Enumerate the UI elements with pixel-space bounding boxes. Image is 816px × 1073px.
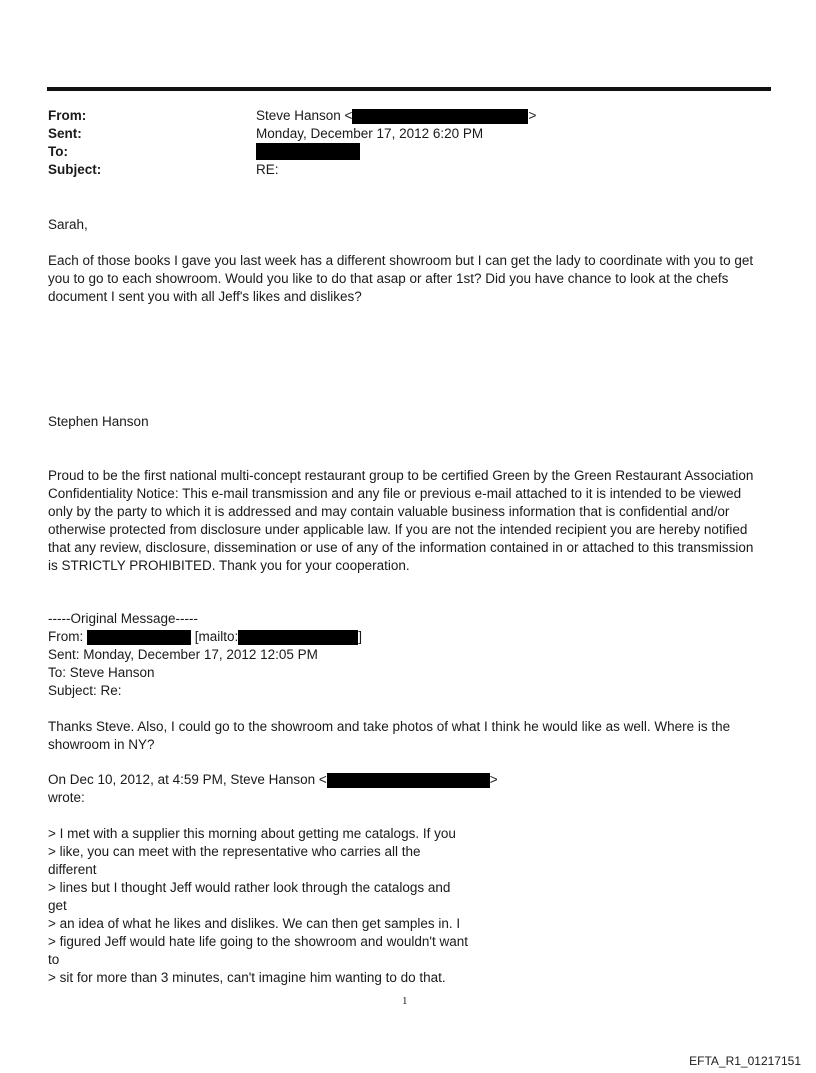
- mailto-label: [mailto:: [194, 629, 239, 644]
- from-name: Steve Hanson <: [256, 108, 353, 123]
- original-to: To: Steve Hanson: [48, 665, 155, 680]
- original-message-header: [48, 610, 768, 700]
- notice-line: Confidentiality Notice: This e-mail transmission and any file or previous e-mail attached to it is intended to be viewed: [48, 486, 742, 501]
- sent-label: Sent:: [48, 126, 82, 141]
- original-subject: Subject: Re:: [48, 683, 122, 698]
- quoted-line: > I met with a supplier this morning about getting me catalogs. If you: [48, 826, 456, 841]
- confidentiality-notice: [48, 467, 768, 575]
- notice-line: that any review, disclosure, dissemination or use of any of the information contained in or attached to this transmission: [48, 540, 754, 555]
- quoted-line: to: [48, 952, 60, 967]
- from-label: From:: [48, 108, 87, 123]
- quote-intro-line: [48, 771, 768, 789]
- sent-value: Monday, December 17, 2012 6:20 PM: [256, 126, 484, 141]
- notice-line: Proud to be the first national multi-concept restaurant group to be certified Green by the Green Restaurant Association: [48, 468, 754, 483]
- notice-line: otherwise protected from disclosure under applicable law. If you are not the intended recipient you are hereby notified: [48, 522, 748, 537]
- greeting: Sarah,: [48, 217, 88, 232]
- message-line: Each of those books I gave you last week has a different showroom but I can get the lady to coordinate with you to get: [48, 253, 754, 268]
- quoted-line: > like, you can meet with the representative who carries all the: [48, 844, 421, 859]
- quoted-line: get: [48, 898, 67, 913]
- redaction-block: [238, 630, 358, 645]
- original-divider: -----Original Message-----: [48, 611, 199, 626]
- quoted-text: [48, 825, 768, 987]
- original-from-label: From:: [48, 629, 84, 644]
- message-line: you to go to each showroom. Would you like to do that asap or after 1st? Did you have chance to look at the chefs: [48, 271, 729, 286]
- reply-line: showroom in NY?: [48, 737, 155, 752]
- quoted-line: different: [48, 862, 97, 877]
- quote-intro-wrote: wrote:: [48, 790, 85, 805]
- from-value: [256, 108, 536, 124]
- quote-intro-start: On Dec 10, 2012, at 4:59 PM, Steve Hanson <: [48, 772, 327, 787]
- quote-intro: [48, 771, 768, 807]
- redaction-block: [327, 773, 490, 788]
- notice-line: is STRICTLY PROHIBITED. Thank you for your cooperation.: [48, 558, 410, 573]
- reply-paragraph: [48, 718, 768, 754]
- original-sent: Sent: Monday, December 17, 2012 12:05 PM: [48, 647, 318, 662]
- document-id: EFTA_R1_01217151: [689, 1054, 801, 1068]
- to-label: To:: [48, 144, 68, 159]
- quoted-line: > sit for more than 3 minutes, can't imagine him wanting to do that.: [48, 970, 446, 985]
- quoted-line: > an idea of what he likes and dislikes. We can then get samples in. I: [48, 916, 461, 931]
- from-close: >: [528, 108, 537, 123]
- quoted-line: > figured Jeff would hate life going to the showroom and wouldn't want: [48, 934, 468, 949]
- quote-intro-end: >: [489, 772, 498, 787]
- mailto-close: ]: [358, 629, 363, 644]
- notice-line: only by the party to which it is addressed and may contain valuable business information that is confidential and/or: [48, 504, 730, 519]
- signature: Stephen Hanson: [48, 414, 149, 429]
- message-paragraph: [48, 252, 768, 306]
- subject-label: Subject:: [48, 162, 102, 177]
- original-from: [48, 628, 768, 646]
- header-rule: [47, 87, 771, 91]
- redaction-block: [87, 630, 191, 645]
- message-line: document I sent you with all Jeff's likes and dislikes?: [48, 289, 362, 304]
- quoted-line: > lines but I thought Jeff would rather look through the catalogs and: [48, 880, 451, 895]
- redaction-block: [256, 143, 360, 160]
- redaction-block: [352, 109, 528, 124]
- page-number: 1: [402, 995, 408, 1007]
- to-value: [256, 143, 360, 160]
- subject-value: RE:: [256, 162, 279, 177]
- reply-line: Thanks Steve. Also, I could go to the showroom and take photos of what I think he would like as well. Where is the: [48, 719, 731, 734]
